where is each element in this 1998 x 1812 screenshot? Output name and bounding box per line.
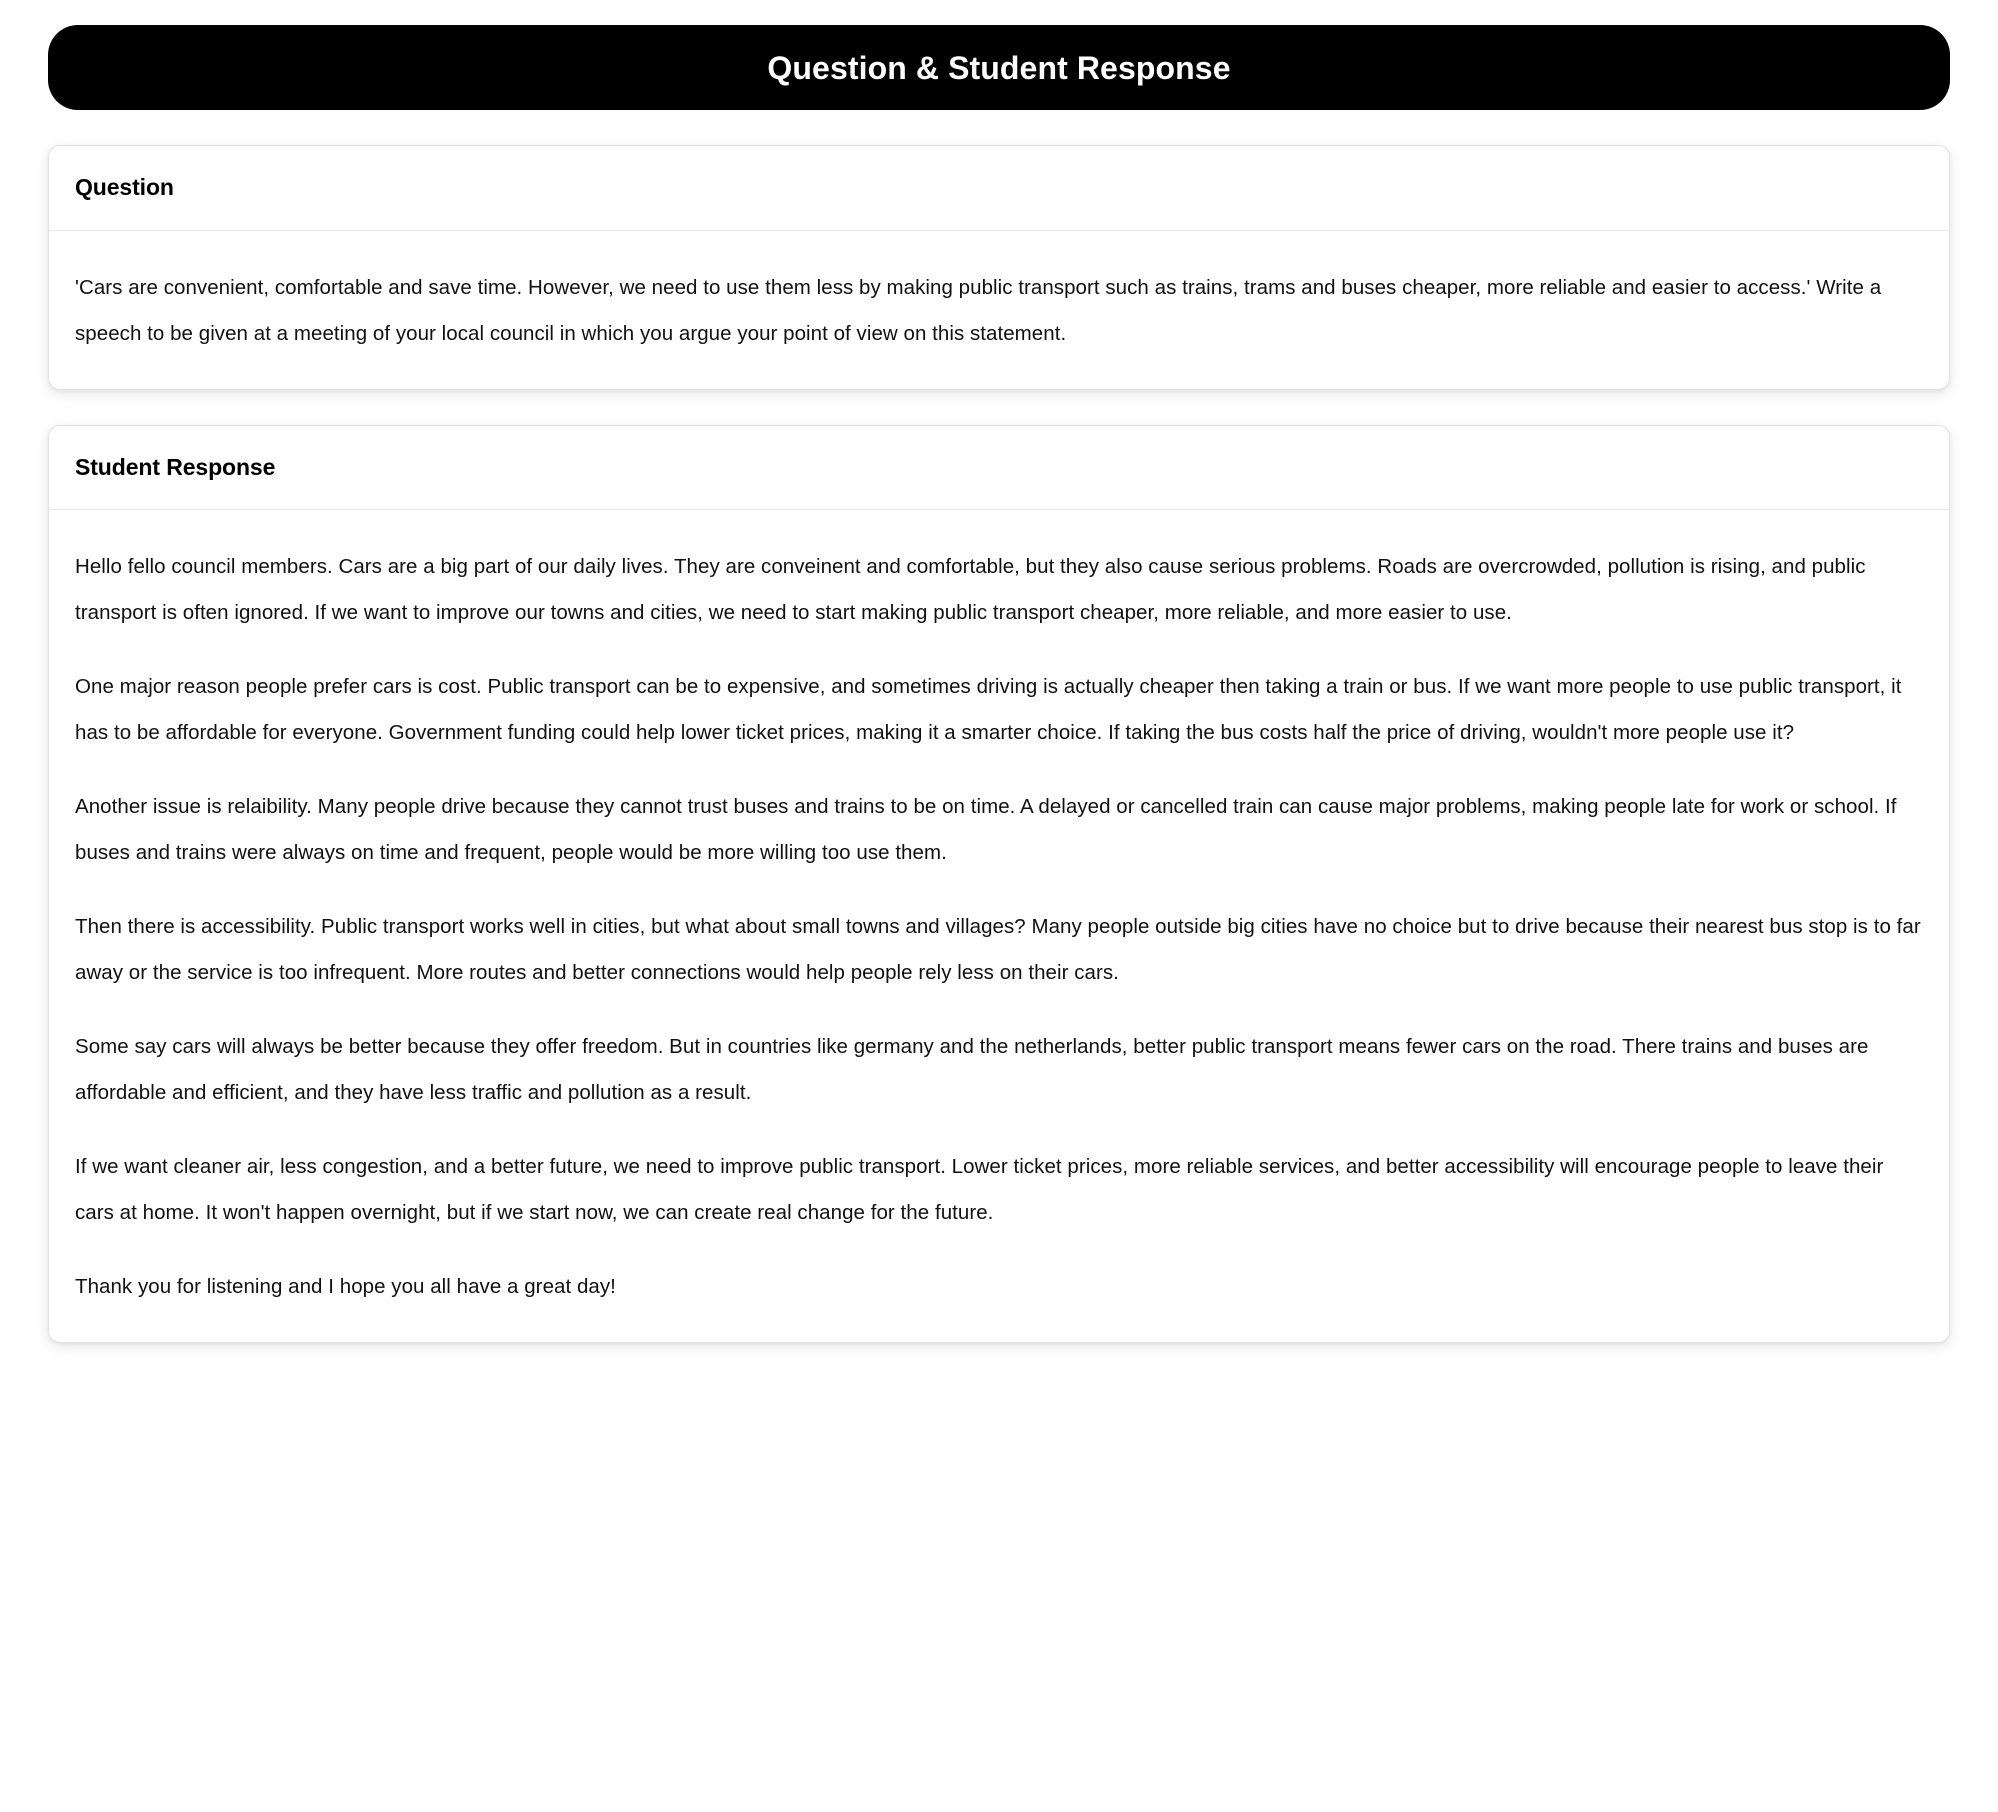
page-header-banner [48,25,1950,110]
response-paragraph: If we want cleaner air, less congestion, and a better future, we need to improve public transport. Lower ticket prices, more reliable services, and better accessibility will encourage people to leave their cars at home. It won't happen overnight, but if we start now, we can create real change for the future. [75,1155,1884,1225]
question-card-heading: Question [75,174,174,200]
student-response-card-header [49,426,1949,511]
response-paragraph: Some say cars will always be better because they offer freedom. But in countries like germany and the netherlands, better public transport means fewer cars on the road. There trains and buses are affordable and efficient, and they have less traffic and pollution as a result. [75,1035,1869,1105]
student-response-card-heading: Student Response [75,453,276,480]
question-card [48,145,1950,390]
response-paragraph: Then there is accessibility. Public transport works well in cities, but what about small towns and villages? Many people outside big cities have no choice but to drive because their nearest bus stop is to far away or the service is too infrequent. More routes and better connections would help people rely less on their cars. [75,915,1921,985]
response-paragraph: One major reason people prefer cars is cost. Public transport can be to expensive, and sometimes driving is actually cheaper then taking a train or bus. If we want more people to use public transport, it has to be affordable for everyone. Government funding could help lower ticket prices, making it a smarter choice. If taking the bus costs half the price of driving, wouldn't more people use it? [75,675,1902,745]
page-title: Question & Student Response [767,49,1231,86]
student-response-card-body [49,510,1949,1342]
question-card-body [49,231,1949,389]
response-paragraph: Another issue is relaibility. Many people drive because they cannot trust buses and trains to be on time. A delayed or cancelled train can cause major problems, making people late for work or school. If buses and trains were always on time and frequent, people would be more willing too use them. [75,795,1897,865]
response-paragraph: Hello fello council members. Cars are a big part of our daily lives. They are conveinent and comfortable, but they also cause serious problems. Roads are overcrowded, pollution is rising, and public transport is often ignored. If we want to improve our towns and cities, we need to start making public transport cheaper, more reliable, and more easier to use. [75,555,1866,625]
response-paragraph: Thank you for listening and I hope you all have a great day! [75,1275,616,1299]
student-response-card [48,425,1950,1344]
question-card-header [49,146,1949,231]
question-text: 'Cars are convenient, comfortable and save time. However, we need to use them less by making public transport such as trains, trams and buses cheaper, more reliable and easier to access.' Write a speech to be given at a meeting of your local council in which you argue your point of view on this statement. [75,275,1882,345]
